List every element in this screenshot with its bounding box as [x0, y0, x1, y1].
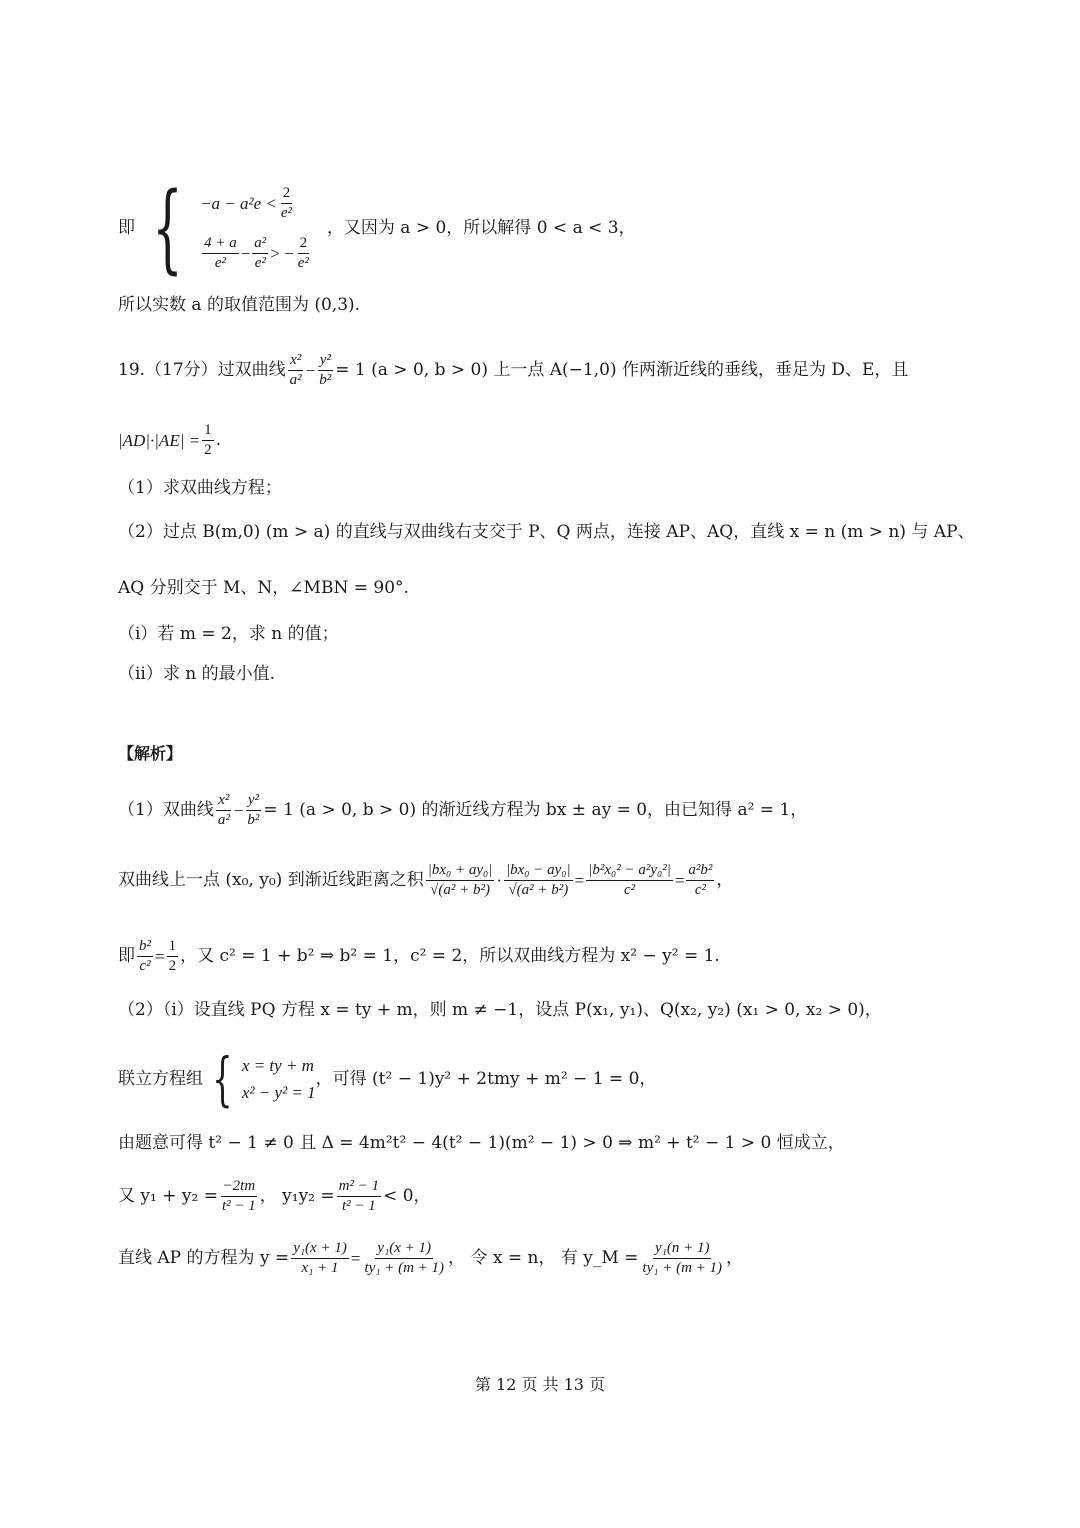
analysis-p3-rest: ，又 c² = 1 + b² ⇒ b² = 1，c² = 2，所以双曲线方程为 x² − y² = 1.	[180, 945, 720, 966]
analysis-equation-result	[118, 938, 720, 974]
analysis-p3-frac-1-den: c²	[139, 957, 151, 974]
p19-condition-end: .	[215, 429, 222, 450]
page-footer: 第 12 页 共 13 页	[474, 1375, 606, 1394]
analysis-p8-frac-3-num: y₁(n + 1)	[653, 1240, 712, 1259]
analysis-p2-frac-4	[686, 862, 714, 898]
problem-19-condition	[118, 422, 221, 458]
analysis-discriminant: 由题意可得 t² − 1 ≠ 0 且 Δ = 4m²t² − 4(t² − 1)(m² − 1) > 0 ⇒ m² + t² − 1 > 0 恒成立，	[118, 1133, 845, 1153]
analysis-p8-eq: =	[350, 1248, 361, 1268]
analysis-p8-frac-2-num: y₁(x + 1)	[375, 1240, 433, 1259]
analysis-p7-mid: ， y₁y₂ =	[259, 1185, 335, 1206]
analysis-p3-eq: =	[155, 946, 165, 966]
analysis-vieta	[118, 1178, 431, 1214]
system-intro: 即	[118, 217, 135, 238]
analysis-p8-frac-1	[291, 1240, 349, 1276]
analysis-p8-frac-2-den: ty₁ + (m + 1)	[364, 1259, 445, 1276]
analysis-p2-frac-3-num: |b²x₀² − a²y₀²|	[586, 862, 673, 881]
analysis-p5-head: 联立方程组	[118, 1068, 203, 1089]
system-brace: {	[152, 172, 183, 284]
p19-frac-y	[317, 352, 333, 388]
p19-frac-x-den: a²	[289, 371, 302, 388]
sys2-frac-c-num: 2	[298, 235, 310, 254]
analysis-part1	[118, 792, 807, 828]
sys2-gt: > −	[270, 243, 294, 263]
sys2-frac-a	[202, 235, 239, 271]
analysis-p7-frac-1	[220, 1178, 258, 1214]
range-conclusion: 所以实数 a 的取值范围为 (0,3).	[118, 295, 361, 315]
analysis-p5-rest: ，可得 (t² − 1)y² + 2tmy + m² − 1 = 0，	[315, 1068, 657, 1089]
analysis-p3-frac-1	[137, 938, 153, 974]
question-1: （1）求双曲线方程；	[118, 478, 282, 498]
analysis-line-ap	[118, 1240, 743, 1276]
analysis-p8-frac-1-den: x₁ + 1	[301, 1259, 339, 1276]
question-2-line-1: （2）过点 B(m,0) (m > a) 的直线与双曲线右支交于 P、Q 两点，连接 AP、AQ，直线 x = n (m > n) 与 AP、	[118, 522, 975, 542]
inequality-system	[200, 178, 313, 278]
p19-rest: = 1 (a > 0, b > 0) 上一点 A(−1,0) 作两渐近线的垂线，垂足为 D、E，且	[335, 359, 909, 380]
analysis-p2-frac-2-num: |bx₀ − ay₀|	[504, 862, 573, 881]
analysis-sys-row-1: x = ty + m	[241, 1056, 314, 1075]
analysis-p8-frac-3-den: ty₁ + (m + 1)	[642, 1259, 723, 1276]
problem-19-statement	[118, 352, 908, 388]
analysis-p7-head: 又 y₁ + y₂ =	[118, 1185, 218, 1206]
analysis-p2-head: 双曲线上一点 (x₀, y₀) 到渐近线距离之积	[118, 869, 424, 890]
analysis-p2-frac-1	[426, 862, 495, 898]
analysis-p2-eq-2: =	[674, 870, 685, 890]
analysis-p7-frac-1-den: t² − 1	[221, 1197, 256, 1214]
p19-frac-x-num: x²	[288, 352, 303, 371]
analysis-p2-frac-2	[504, 862, 573, 898]
analysis-sys-row-2: x² − y² = 1	[241, 1083, 316, 1102]
sys2-minus: −	[240, 243, 251, 263]
analysis-p1-frac-y	[245, 792, 261, 828]
system-row-2	[200, 235, 313, 271]
system-row-1	[200, 185, 313, 221]
analysis-p2-frac-3	[586, 862, 673, 898]
p19-condition-num: 1	[202, 422, 214, 441]
question-2-line-2: AQ 分别交于 M、N，∠MBN = 90°.	[118, 578, 409, 598]
sys2-frac-b-den: e²	[254, 254, 266, 271]
p19-frac-x	[288, 352, 304, 388]
analysis-p2-frac-4-den: c²	[694, 881, 706, 898]
analysis-p7-frac-2-den: t² − 1	[341, 1197, 376, 1214]
analysis-p3-frac-2-den: 2	[168, 957, 177, 974]
analysis-p8-frac-1-num: y₁(x + 1)	[291, 1240, 349, 1259]
analysis-part2-setup: （2）（i）设直线 PQ 方程 x = ty + m，则 m ≠ −1，设点 P(x₁, y₁)、Q(x₂, y₂) (x₁ > 0, x₂ > 0)，	[118, 1000, 882, 1020]
analysis-p1-frac-y-den: b²	[247, 811, 260, 828]
analysis-p3-frac-2-num: 1	[167, 938, 179, 957]
after-system-text: ，又因为 a > 0，所以解得 0 < a < 3，	[326, 217, 636, 238]
problem-19-head: 19.（17分）过双曲线	[118, 359, 286, 380]
analysis-p1-rest: = 1 (a > 0, b > 0) 的渐近线方程为 bx ± ay = 0，由已知得 a² = 1，	[263, 799, 808, 820]
analysis-p8-frac-2	[362, 1240, 446, 1276]
analysis-heading: 【解析】	[118, 744, 183, 763]
analysis-p2-frac-1-num: |bx₀ + ay₀|	[426, 862, 495, 881]
analysis-p1-frac-x	[216, 792, 232, 828]
question-2-ii: （ii）求 n 的最小值.	[118, 664, 276, 684]
analysis-p8-frac-3	[640, 1240, 724, 1276]
question-2-i: （i）若 m = 2，求 n 的值；	[118, 624, 339, 644]
analysis-p3-frac-1-num: b²	[137, 938, 153, 957]
analysis-p7-frac-1-num: −2tm	[221, 1178, 258, 1197]
analysis-p3-frac-2	[167, 938, 179, 974]
analysis-p3-head: 即	[118, 945, 135, 966]
analysis-p8-mid: ， 令 x = n， 有 y_M =	[448, 1247, 639, 1268]
analysis-p1-head: （1）双曲线	[118, 799, 214, 820]
sys1-frac-num: 2	[281, 185, 293, 204]
p19-condition-frac	[202, 422, 214, 458]
sys2-frac-c	[296, 235, 311, 271]
analysis-p8-head: 直线 AP 的方程为 y =	[118, 1247, 290, 1268]
sys2-frac-b	[252, 235, 268, 271]
sys2-frac-b-num: a²	[252, 235, 268, 254]
sys1-frac	[279, 185, 294, 221]
analysis-p1-frac-y-num: y²	[246, 792, 261, 811]
analysis-distance-product	[118, 862, 733, 898]
sys2-frac-a-den: e²	[214, 254, 226, 271]
analysis-p2-end: ，	[716, 869, 734, 890]
analysis-p1-minus: −	[233, 800, 244, 820]
sys1-left: −a − a²e <	[200, 193, 277, 213]
p19-condition-den: 2	[204, 441, 212, 458]
analysis-p2-frac-2-den: √(a² + b²)	[508, 881, 569, 898]
analysis-p2-frac-4-num: a²b²	[686, 862, 714, 881]
p19-minus: −	[305, 360, 316, 380]
sys2-frac-c-den: e²	[297, 254, 309, 271]
analysis-p7-frac-2-num: m² − 1	[337, 1178, 381, 1197]
analysis-linear-system	[242, 1052, 316, 1106]
analysis-p2-frac-1-den: √(a² + b²)	[430, 881, 490, 898]
p19-frac-y-den: b²	[319, 371, 332, 388]
analysis-p7-frac-2	[337, 1178, 381, 1214]
analysis-p1-frac-x-den: a²	[217, 811, 230, 828]
sys1-frac-den: e²	[280, 204, 293, 221]
sys2-frac-a-num: 4 + a	[202, 235, 239, 254]
analysis-system-brace: {	[212, 1045, 233, 1113]
p19-frac-y-num: y²	[318, 352, 333, 371]
analysis-p2-dot: ·	[496, 870, 502, 890]
analysis-p1-frac-x-num: x²	[216, 792, 231, 811]
analysis-p2-frac-3-den: c²	[623, 881, 636, 898]
analysis-p7-end: < 0，	[383, 1185, 431, 1206]
inequality-system-line	[118, 172, 636, 284]
p19-condition-left: |AD|·|AE| =	[118, 430, 201, 450]
analysis-p8-end: ，	[726, 1247, 744, 1268]
analysis-p2-eq-1: =	[574, 870, 585, 890]
analysis-system	[118, 1045, 657, 1113]
